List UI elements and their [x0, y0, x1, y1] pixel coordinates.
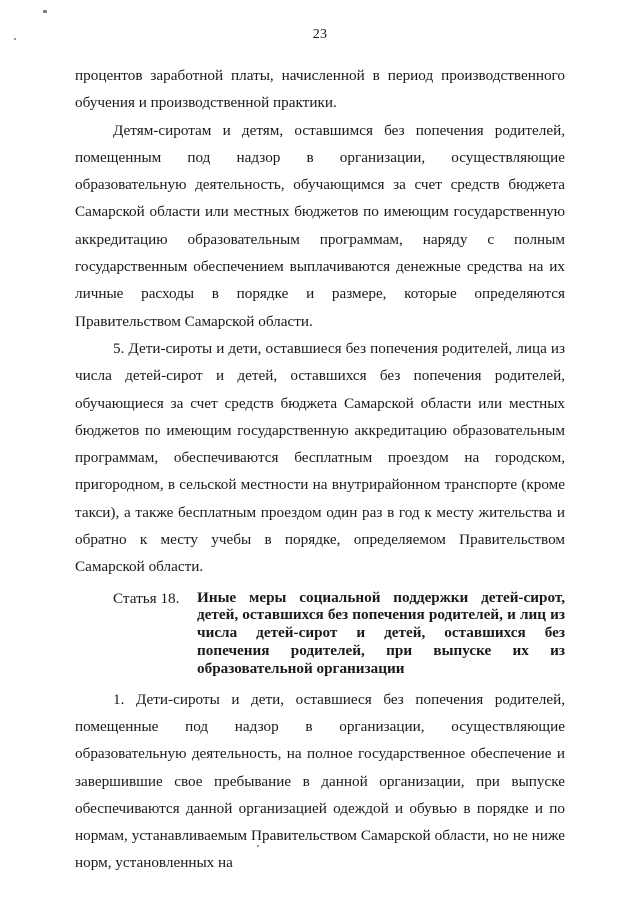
document-body: [75, 62, 565, 877]
paragraph-continuation: процентов заработной платы, начисленной в период производственного обучения и производственной практики.: [75, 67, 565, 112]
article-title: Иные меры социальной поддержки детей-сирот, детей, оставшихся без попечения родителей, и лиц из числа детей-сирот и детей, оставшихся без попечения родителей, при выпуске их из образовательной организации: [197, 588, 565, 677]
article-number: Статья 18.: [113, 589, 180, 607]
paragraph-item-5: 5. Дети-сироты и дети, оставшиеся без попечения родителей, лица из числа детей-сирот и детей, оставшихся без попечения родителей, обучающиеся за счет средств бюджета Самарской области или местных бюджетов по имеющим государственную аккредитацию образовательным программам, обеспечиваются бесплатным проездом на городском, пригородном, в сельской местности на внутрирайонном транспорте (кроме такси), а также бесплатным проездом один раз в год к месту жительства и обратно к месту учебы в порядке, определяемом Правительством Самарской области.: [75, 339, 565, 576]
scan-speck: [43, 10, 47, 13]
article-heading: [75, 585, 565, 678]
paragraph-orphans-in-custody: Детям-сиротам и детям, оставшимся без попечения родителей, помещенным под надзор в организации, осуществляющие образовательную деятельность, обучающимся за счет средств бюджета Самарской области или местных бюджетов по имеющим государственную аккредитацию образовательным программам, наряду с полным государственным обеспечением выплачиваются денежные средства на их личные расходы в порядке и размере, которые определяются Правительством Самарской области.: [75, 121, 565, 330]
paragraph-item-1: 1. Дети-сироты и дети, оставшиеся без попечения родителей, помещенные под надзор в организации, осуществляющие образовательную деятельность, на полное государственное обеспечение и завершившие свое пребывание в данной организации, при выпуске обеспечиваются данной организацией одеждой и обувью в порядке и по нормам, устанавливаемым Правительством Самарской области, но не ниже норм, установленных на: [75, 690, 565, 872]
page-number: 23: [312, 27, 328, 42]
